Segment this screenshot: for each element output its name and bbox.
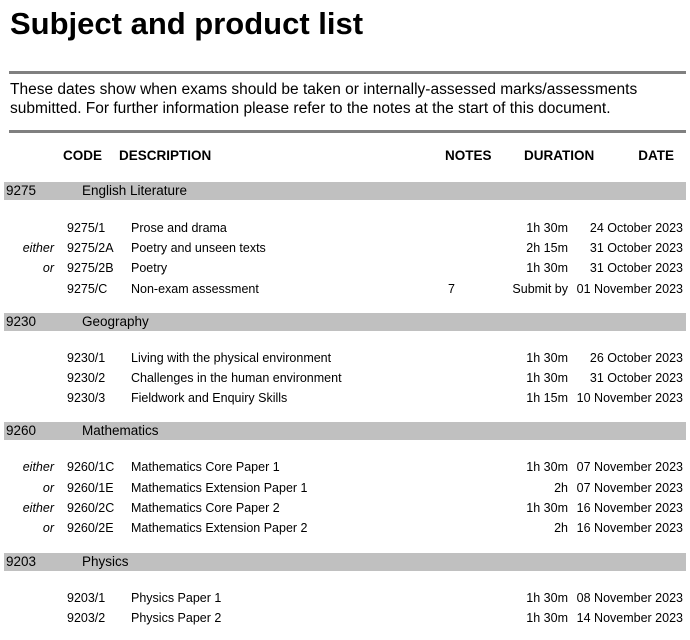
- paper-description: Challenges in the human environment: [131, 371, 342, 385]
- option-label: or: [42, 481, 54, 495]
- option-label: or: [42, 261, 54, 275]
- paper-code: 9275/2B: [67, 261, 114, 275]
- paper-description: Mathematics Core Paper 2: [131, 501, 280, 515]
- paper-duration: 1h 30m: [526, 371, 568, 385]
- paper-description: Physics Paper 2: [131, 611, 222, 625]
- table-row: [0, 390, 690, 406]
- paper-duration: 1h 30m: [526, 221, 568, 235]
- paper-description: Mathematics Extension Paper 1: [131, 481, 308, 495]
- paper-description: Physics Paper 1: [131, 591, 222, 605]
- table-row: [0, 520, 690, 536]
- subject-code: 9230: [6, 314, 37, 329]
- table-row: [0, 260, 690, 276]
- paper-description: Poetry and unseen texts: [131, 241, 266, 255]
- paper-date: 10 November 2023: [576, 391, 683, 405]
- table-row: [0, 500, 690, 516]
- header-duration: DURATION: [524, 148, 595, 163]
- table-row: [0, 610, 690, 626]
- header-description: DESCRIPTION: [119, 148, 212, 163]
- subject-code: 9275: [6, 183, 37, 198]
- header-notes: NOTES: [445, 148, 492, 163]
- paper-code: 9230/2: [67, 371, 106, 385]
- paper-duration: 1h 30m: [526, 501, 568, 515]
- header-code: CODE: [63, 148, 103, 163]
- paper-code: 9275/2A: [67, 241, 114, 255]
- paper-duration: 1h 30m: [526, 611, 568, 625]
- paper-description: Poetry: [131, 261, 168, 275]
- subject-header: [4, 422, 686, 440]
- paper-description: Mathematics Extension Paper 2: [131, 521, 308, 535]
- subject-code: 9203: [6, 554, 37, 569]
- top-divider: [9, 71, 686, 74]
- paper-code: 9260/2C: [67, 501, 115, 515]
- paper-code: 9230/1: [67, 351, 106, 365]
- paper-date: 26 October 2023: [589, 351, 683, 365]
- subject-name: Physics: [82, 554, 129, 569]
- paper-description: Living with the physical environment: [131, 351, 332, 365]
- paper-date: 31 October 2023: [589, 261, 683, 275]
- bottom-divider: [9, 130, 686, 133]
- paper-date: 07 November 2023: [576, 460, 683, 474]
- paper-code: 9260/1C: [67, 460, 115, 474]
- page-title: Subject and product list: [10, 6, 364, 41]
- table-row: [0, 459, 690, 475]
- paper-duration: 1h 15m: [526, 391, 568, 405]
- paper-duration: Submit by: [512, 282, 568, 296]
- intro-text: These dates show when exams should be taken or internally-assessed marks/assessments submitted. For further information please refer to the notes at the start of this document.: [10, 81, 638, 117]
- paper-description: Mathematics Core Paper 1: [131, 460, 280, 474]
- paper-description: Non-exam assessment: [131, 282, 259, 296]
- paper-description: Fieldwork and Enquiry Skills: [131, 391, 288, 405]
- paper-date: 07 November 2023: [576, 481, 683, 495]
- paper-date: 31 October 2023: [589, 241, 683, 255]
- paper-duration: 2h 15m: [526, 241, 568, 255]
- table-row: [0, 590, 690, 606]
- table-row: [0, 350, 690, 366]
- paper-code: 9230/3: [67, 391, 106, 405]
- paper-code: 9203/1: [67, 591, 106, 605]
- paper-date: 16 November 2023: [576, 521, 683, 535]
- paper-duration: 1h 30m: [526, 591, 568, 605]
- paper-date: 16 November 2023: [576, 501, 683, 515]
- paper-duration: 2h: [554, 521, 568, 535]
- paper-duration: 1h 30m: [526, 351, 568, 365]
- paper-date: 31 October 2023: [589, 371, 683, 385]
- paper-code: 9203/2: [67, 611, 106, 625]
- option-label: or: [42, 521, 54, 535]
- subject-name: English Literature: [82, 183, 188, 198]
- paper-code: 9275/1: [67, 221, 106, 235]
- table-row: [0, 240, 690, 256]
- option-label: either: [22, 501, 54, 515]
- paper-code: 9275/C: [67, 282, 108, 296]
- table-row: [0, 220, 690, 236]
- table-row: [0, 480, 690, 496]
- table-row: [0, 281, 690, 297]
- paper-date: 08 November 2023: [576, 591, 683, 605]
- paper-date: 14 November 2023: [576, 611, 683, 625]
- paper-description: Prose and drama: [131, 221, 227, 235]
- paper-notes: 7: [448, 282, 455, 296]
- option-label: either: [22, 241, 54, 255]
- option-label: either: [22, 460, 54, 474]
- header-date: DATE: [638, 148, 674, 163]
- subject-header: [4, 313, 686, 331]
- subject-header: [4, 182, 686, 200]
- paper-duration: 1h 30m: [526, 460, 568, 474]
- subject-code: 9260: [6, 423, 37, 438]
- paper-duration: 1h 30m: [526, 261, 568, 275]
- paper-code: 9260/2E: [67, 521, 114, 535]
- table-row: [0, 370, 690, 386]
- subject-header: [4, 553, 686, 571]
- paper-code: 9260/1E: [67, 481, 114, 495]
- paper-date: 01 November 2023: [576, 282, 683, 296]
- subject-name: Mathematics: [82, 423, 159, 438]
- paper-date: 24 October 2023: [589, 221, 683, 235]
- paper-duration: 2h: [554, 481, 568, 495]
- subject-name: Geography: [82, 314, 149, 329]
